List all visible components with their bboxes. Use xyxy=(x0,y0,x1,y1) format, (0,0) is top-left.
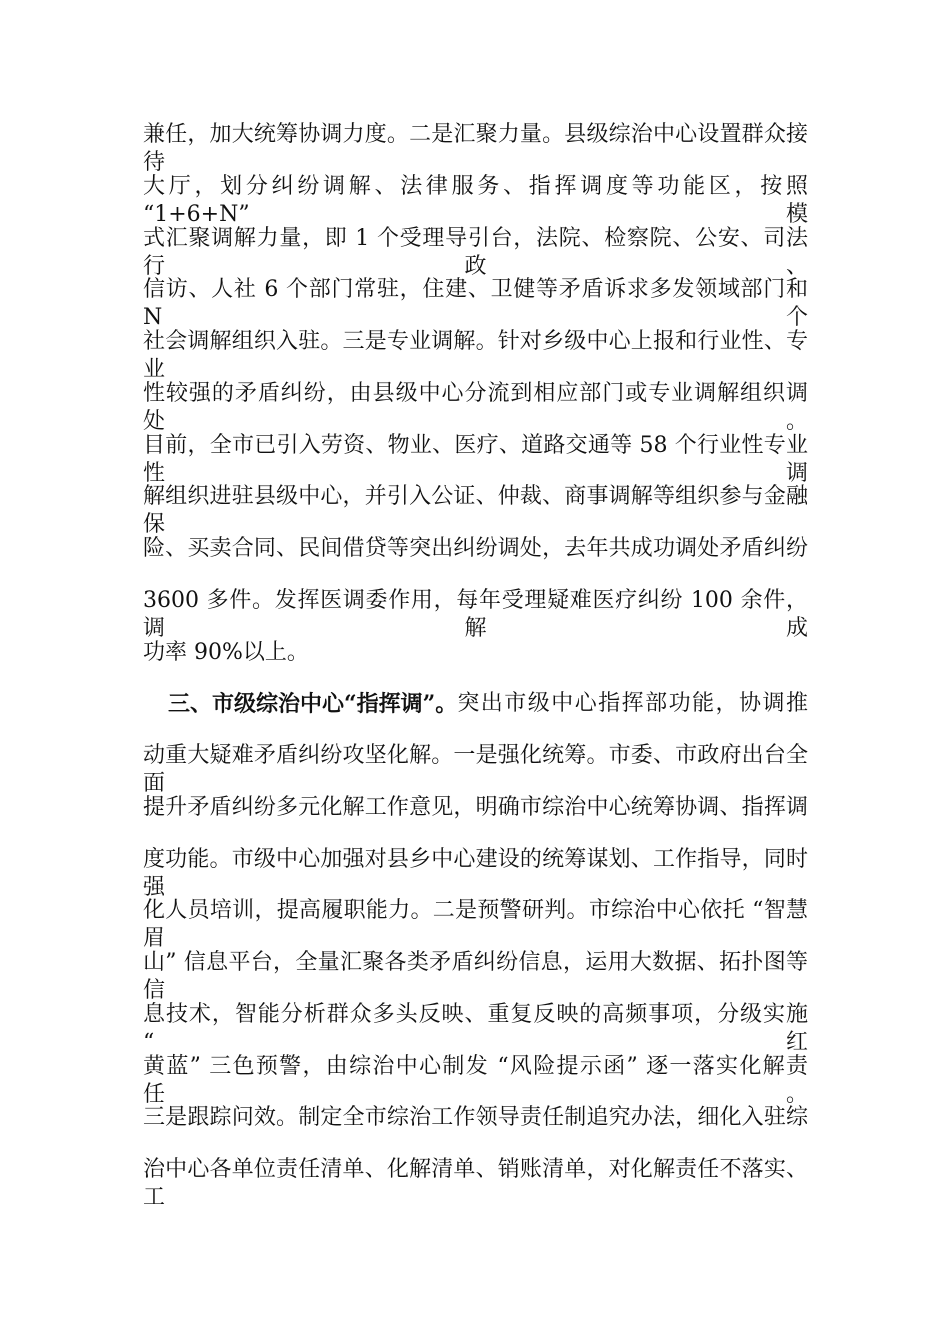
paragraph-line: 3600 多件。发挥医调委作用，每年受理疑难医疗纠纷 100 余件，调解成 xyxy=(143,588,808,641)
paragraph-line: 山” 信息平台，全量汇聚各类矛盾纠纷信息，运用大数据、拓扑图等信 xyxy=(143,950,808,1003)
paragraph-line: 式汇聚调解力量，即 1 个受理导引台，法院、检察院、公安、司法行政、 xyxy=(143,226,808,279)
paragraph-line: 突出市级中心指挥部功能，协调推 xyxy=(457,691,808,716)
paragraph-line: 提升矛盾纠纷多元化解工作意见，明确市综治中心统筹协调、指挥调 xyxy=(143,795,808,820)
paragraph-line: 黄蓝” 三色预警，由综治中心制发 “风险提示函” 逐一落实化解责任。 xyxy=(143,1054,808,1107)
paragraph-line: 治中心各单位责任清单、化解清单、销账清单，对化解责任不落实、工 xyxy=(143,1157,808,1210)
paragraph-line: 大厅，划分纠纷调解、法律服务、指挥调度等功能区，按照 “1+6+N” 模 xyxy=(143,174,808,227)
paragraph-line: 动重大疑难矛盾纠纷攻坚化解。一是强化统筹。市委、市政府出台全面 xyxy=(143,743,808,796)
paragraph-line: 兼任，加大统筹协调力度。二是汇聚力量。县级综治中心设置群众接待 xyxy=(143,122,808,175)
section-first-line xyxy=(168,690,808,718)
paragraph-line: 三是跟踪问效。制定全市综治工作领导责任制追究办法，细化入驻综 xyxy=(143,1105,808,1130)
paragraph-line: 险、买卖合同、民间借贷等突出纠纷调处，去年共成功调处矛盾纠纷 xyxy=(143,536,808,561)
paragraph-line: 信访、人社 6 个部门常驻，住建、卫健等矛盾诉求多发领域部门和 N 个 xyxy=(143,277,808,330)
paragraph-line: 息技术，智能分析群众多头反映、重复反映的高频事项，分级实施 “红 xyxy=(143,1002,808,1055)
paragraph-line: 目前，全市已引入劳资、物业、医疗、道路交通等 58 个行业性专业性调 xyxy=(143,433,808,486)
paragraph-line: 度功能。市级中心加强对县乡中心建设的统筹谋划、工作指导，同时强 xyxy=(143,847,808,900)
paragraph-line: 功率 90%以上。 xyxy=(143,640,309,665)
paragraph-line: 解组织进驻县级中心，并引入公证、仲裁、商事调解等组织参与金融保 xyxy=(143,484,808,537)
paragraph-line: 性较强的矛盾纠纷，由县级中心分流到相应部门或专业调解组织调处。 xyxy=(143,381,808,434)
section-heading: 三、市级综治中心“指挥调”。 xyxy=(168,691,458,717)
paragraph-line: 化人员培训，提高履职能力。二是预警研判。市综治中心依托 “智慧眉 xyxy=(143,898,808,951)
paragraph-line: 社会调解组织入驻。三是专业调解。针对乡级中心上报和行业性、专业 xyxy=(143,329,808,382)
